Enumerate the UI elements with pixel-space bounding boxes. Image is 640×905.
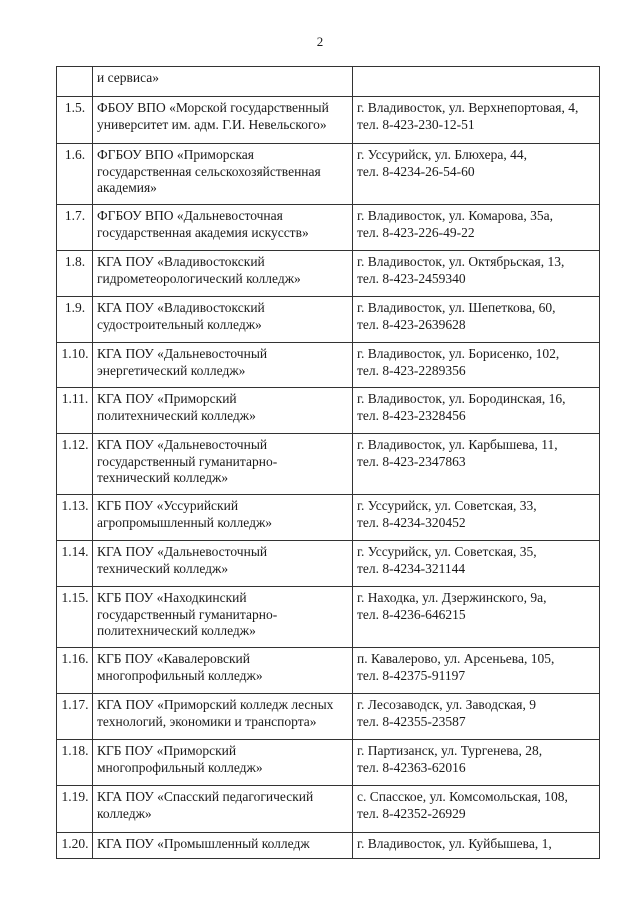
table-row bbox=[57, 343, 600, 388]
organization-name bbox=[93, 740, 353, 786]
organization-address-line: г. Владивосток, ул. Комарова, 35а, bbox=[357, 208, 553, 223]
organization-address-line: г. Владивосток, ул. Верхнепортовая, 4, bbox=[357, 100, 579, 115]
row-number: 1.20. bbox=[57, 833, 93, 859]
organization-address bbox=[353, 648, 600, 694]
organization-name-line: государственная академия искусств» bbox=[97, 224, 309, 240]
organization-name-line: агропромышленный колледж» bbox=[97, 514, 273, 530]
organization-address bbox=[353, 587, 600, 648]
organization-address-line: тел. 8-42355-23587 bbox=[357, 713, 466, 729]
organization-name-line: гидрометеорологический колледж» bbox=[97, 270, 301, 286]
row-number: 1.19. bbox=[57, 786, 93, 833]
table-row bbox=[57, 144, 600, 205]
organization-name-line: и сервиса» bbox=[97, 70, 159, 85]
organization-address bbox=[353, 144, 600, 205]
organization-address bbox=[353, 541, 600, 587]
organization-name bbox=[93, 144, 353, 205]
organization-address-line: тел. 8-423-2459340 bbox=[357, 270, 466, 286]
organization-address bbox=[353, 833, 600, 859]
organization-address-line: тел. 8-4234-321144 bbox=[357, 560, 466, 576]
organization-address bbox=[353, 740, 600, 786]
organization-name bbox=[93, 251, 353, 297]
organization-address bbox=[353, 495, 600, 541]
row-number: 1.5. bbox=[57, 97, 93, 144]
organization-address-line: тел. 8-4236-646215 bbox=[357, 606, 466, 622]
row-number: 1.16. bbox=[57, 648, 93, 694]
table-row bbox=[57, 587, 600, 648]
row-number: 1.18. bbox=[57, 740, 93, 786]
organization-address bbox=[353, 67, 600, 97]
organization-address-line: г. Владивосток, ул. Куйбышева, 1, bbox=[357, 836, 552, 851]
organization-address bbox=[353, 97, 600, 144]
table-row bbox=[57, 786, 600, 833]
organization-name-line: технический колледж» bbox=[97, 560, 229, 576]
organization-name-line: технологий, экономики и транспорта» bbox=[97, 713, 317, 729]
organization-address bbox=[353, 251, 600, 297]
row-number: 1.13. bbox=[57, 495, 93, 541]
organization-address-line: тел. 8-42352-26929 bbox=[357, 805, 466, 821]
organization-name bbox=[93, 587, 353, 648]
organization-address bbox=[353, 297, 600, 343]
row-number: 1.15. bbox=[57, 587, 93, 648]
row-number bbox=[57, 67, 93, 97]
organization-address bbox=[353, 343, 600, 388]
organization-name-line: КГА ПОУ «Спасский педагогический bbox=[97, 789, 314, 804]
organization-address-line: г. Находка, ул. Дзержинского, 9а, bbox=[357, 590, 547, 605]
organization-name-line: КГБ ПОУ «Находкинский bbox=[97, 590, 247, 605]
table-row bbox=[57, 434, 600, 495]
organization-address bbox=[353, 388, 600, 434]
organization-address bbox=[353, 434, 600, 495]
organization-name-line: технический колледж» bbox=[97, 470, 229, 485]
page-number: 2 bbox=[316, 34, 324, 49]
organization-name-line: энергетический колледж» bbox=[97, 362, 246, 378]
organization-name bbox=[93, 648, 353, 694]
organization-name-line: КГА ПОУ «Приморский bbox=[97, 391, 237, 406]
organization-name-line: КГБ ПОУ «Приморский bbox=[97, 743, 237, 758]
organization-address bbox=[353, 786, 600, 833]
organization-name-line: ФГБОУ ВПО «Дальневосточная bbox=[97, 208, 283, 223]
organization-address-line: г. Уссурийск, ул. Блюхера, 44, bbox=[357, 147, 528, 162]
organization-name bbox=[93, 495, 353, 541]
organization-name bbox=[93, 343, 353, 388]
organization-address-line: тел. 8-42375-91197 bbox=[357, 667, 466, 683]
organization-name-line: многопрофильный колледж» bbox=[97, 667, 263, 683]
organization-address-line: тел. 8-42363-62016 bbox=[357, 759, 466, 775]
organization-name-line: КГА ПОУ «Приморский колледж лесных bbox=[97, 697, 334, 712]
organization-address-line: г. Владивосток, ул. Бородинская, 16, bbox=[357, 391, 566, 406]
organization-address-line: тел. 8-423-226-49-22 bbox=[357, 224, 475, 240]
organization-name bbox=[93, 205, 353, 251]
organization-address-line: тел. 8-423-2328456 bbox=[357, 407, 466, 423]
row-number: 1.10. bbox=[57, 343, 93, 388]
organization-name-line: КГА ПОУ «Промышленный колледж bbox=[97, 836, 310, 851]
organization-address-line: г. Партизанск, ул. Тургенева, 28, bbox=[357, 743, 543, 758]
table-row bbox=[57, 297, 600, 343]
organization-name bbox=[93, 97, 353, 144]
organization-name-line: политехнический колледж» bbox=[97, 623, 256, 638]
organization-name bbox=[93, 786, 353, 833]
organizations-table bbox=[56, 66, 600, 859]
organization-name-line: КГА ПОУ «Владивостокский bbox=[97, 254, 265, 269]
organization-name-line: государственная сельскохозяйственная bbox=[97, 163, 321, 179]
organization-name-line: академия» bbox=[97, 180, 157, 195]
organization-name-line: КГБ ПОУ «Кавалеровский bbox=[97, 651, 251, 666]
table-row bbox=[57, 648, 600, 694]
organization-name bbox=[93, 67, 353, 97]
organization-address bbox=[353, 205, 600, 251]
table-row bbox=[57, 388, 600, 434]
organization-name bbox=[93, 541, 353, 587]
organization-address-line: г. Владивосток, ул. Карбышева, 11, bbox=[357, 437, 558, 452]
organization-address-line: п. Кавалерово, ул. Арсеньева, 105, bbox=[357, 651, 555, 666]
row-number: 1.17. bbox=[57, 694, 93, 740]
row-number: 1.8. bbox=[57, 251, 93, 297]
organization-name-line: судостроительный колледж» bbox=[97, 316, 262, 332]
organization-name-line: государственный гуманитарно- bbox=[97, 606, 278, 622]
organization-address-line: тел. 8-423-2639628 bbox=[357, 316, 466, 332]
organization-address-line: г. Владивосток, ул. Шепеткова, 60, bbox=[357, 300, 556, 315]
organization-address-line: г. Владивосток, ул. Борисенко, 102, bbox=[357, 346, 560, 361]
row-number: 1.6. bbox=[57, 144, 93, 205]
organization-address-line: с. Спасское, ул. Комсомольская, 108, bbox=[357, 789, 568, 804]
organization-name bbox=[93, 833, 353, 859]
organization-address-line: г. Уссурийск, ул. Советская, 35, bbox=[357, 544, 537, 559]
organization-name-line: политехнический колледж» bbox=[97, 407, 256, 423]
organization-name-line: КГА ПОУ «Дальневосточный bbox=[97, 346, 268, 361]
table-row bbox=[57, 495, 600, 541]
row-number: 1.7. bbox=[57, 205, 93, 251]
table-row bbox=[57, 97, 600, 144]
organization-address-line: г. Уссурийск, ул. Советская, 33, bbox=[357, 498, 537, 513]
organization-address-line: г. Лесозаводск, ул. Заводская, 9 bbox=[357, 697, 536, 712]
organization-name bbox=[93, 434, 353, 495]
organization-name-line: государственный гуманитарно- bbox=[97, 453, 278, 469]
organization-name-line: КГБ ПОУ «Уссурийский bbox=[97, 498, 239, 513]
organization-name-line: ФГБОУ ВПО «Приморская bbox=[97, 147, 254, 162]
table-row bbox=[57, 541, 600, 587]
table-row bbox=[57, 694, 600, 740]
organization-address bbox=[353, 694, 600, 740]
organization-name-line: ФБОУ ВПО «Морской государственный bbox=[97, 100, 329, 115]
organization-name-line: колледж» bbox=[97, 805, 152, 821]
organization-name-line: КГА ПОУ «Дальневосточный bbox=[97, 437, 268, 452]
table-row bbox=[57, 251, 600, 297]
table-row bbox=[57, 205, 600, 251]
organization-name bbox=[93, 297, 353, 343]
organization-address-line: тел. 8-4234-320452 bbox=[357, 514, 466, 530]
organization-name-line: КГА ПОУ «Владивостокский bbox=[97, 300, 265, 315]
organization-name bbox=[93, 694, 353, 740]
organization-address-line: тел. 8-423-2347863 bbox=[357, 453, 466, 469]
organization-name-line: университет им. адм. Г.И. Невельского» bbox=[97, 116, 327, 132]
organization-name-line: многопрофильный колледж» bbox=[97, 759, 263, 775]
organization-address-line: тел. 8-423-2289356 bbox=[357, 362, 466, 378]
organization-address-line: тел. 8-4234-26-54-60 bbox=[357, 163, 475, 179]
organization-name-line: КГА ПОУ «Дальневосточный bbox=[97, 544, 268, 559]
organization-name bbox=[93, 388, 353, 434]
row-number: 1.9. bbox=[57, 297, 93, 343]
organization-address-line: тел. 8-423-230-12-51 bbox=[357, 116, 475, 132]
organization-address-line: г. Владивосток, ул. Октябрьская, 13, bbox=[357, 254, 565, 269]
row-number: 1.14. bbox=[57, 541, 93, 587]
row-number: 1.11. bbox=[57, 388, 93, 434]
table-row bbox=[57, 67, 600, 97]
table-row bbox=[57, 740, 600, 786]
table-body bbox=[57, 67, 600, 859]
table-row bbox=[57, 833, 600, 859]
row-number: 1.12. bbox=[57, 434, 93, 495]
